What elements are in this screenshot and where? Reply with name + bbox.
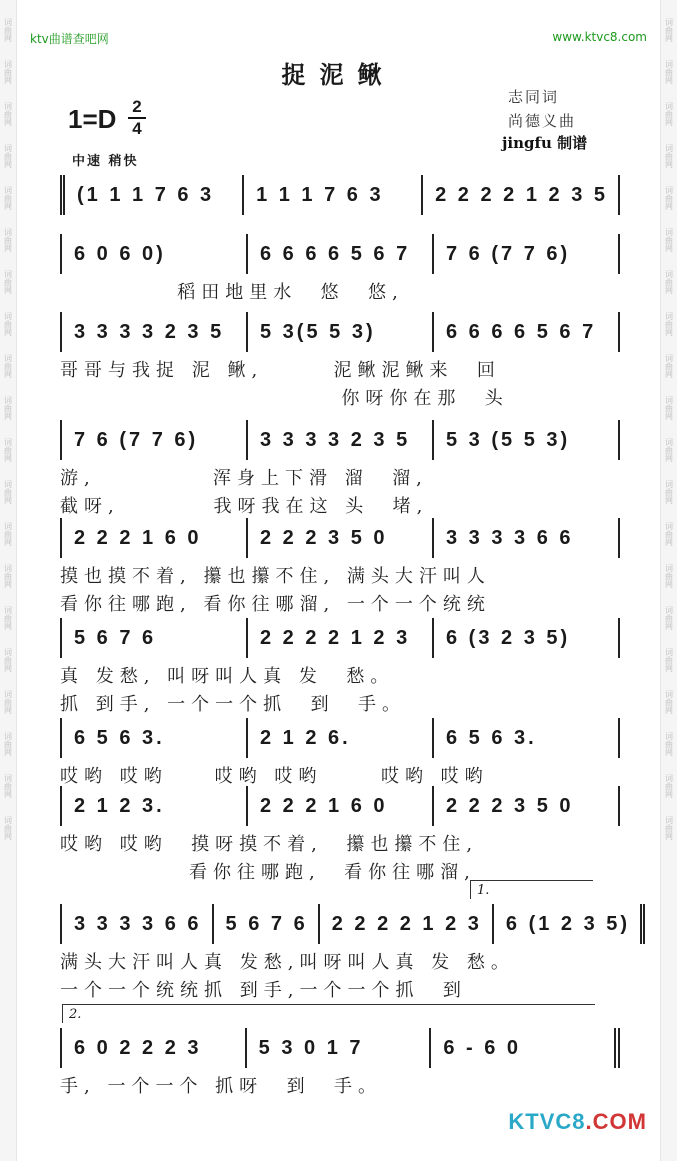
lyric-line-2: 一个一个统统抓 到手,一个一个抓 到 — [60, 980, 467, 1001]
measure — [434, 518, 620, 558]
measure-group — [60, 786, 620, 826]
measure-notes: 1 1 1 7 6 3 — [256, 183, 384, 206]
measure — [214, 904, 320, 944]
measure-notes: 7 6 (7 7 6) — [74, 428, 199, 451]
lyric-line-1: 哎哟 哎哟 哎哟 哎哟 哎哟 哎哟 — [60, 766, 489, 787]
measure-group — [60, 618, 620, 658]
measure-group — [60, 518, 620, 558]
measure-group — [60, 718, 620, 758]
watermark-text: 词曲网 — [664, 816, 674, 840]
watermark-text: 词曲网 — [664, 18, 674, 42]
measure — [60, 1028, 247, 1068]
measure — [248, 312, 434, 352]
score-row — [60, 1028, 620, 1097]
lyric-line-1: 哎哟 哎哟 摸呀摸不着, 攥也攥不住, — [60, 834, 479, 855]
watermark-text: 词曲网 — [3, 312, 13, 336]
arranger-credit: jingfu 制谱 — [502, 134, 588, 152]
measure — [434, 420, 620, 460]
score-row — [60, 518, 620, 615]
measure-notes: 3 3 3 3 2 3 5 — [74, 320, 225, 343]
site-link-right[interactable]: www.ktvc8.com — [552, 30, 647, 44]
measure-group — [60, 234, 620, 274]
time-signature-top: 2 — [132, 97, 142, 116]
measure — [434, 312, 620, 352]
watermark-text: 词曲网 — [3, 690, 13, 714]
watermark-text: 词曲网 — [664, 480, 674, 504]
measure-notes: 2 2 2 2 1 2 3 5 — [435, 183, 609, 206]
measure-group — [60, 312, 620, 352]
measure-notes: 6 0 6 0) — [74, 242, 166, 265]
song-title: 捉泥鳅 — [281, 60, 396, 89]
measure-group — [60, 904, 631, 944]
lyric-line-1: 游, 浑身上下滑 溜 溜, — [60, 468, 428, 489]
score-row — [60, 420, 620, 517]
first-ending-bracket: 1. — [470, 880, 593, 899]
measure-notes: 6 5 6 3. — [74, 726, 165, 749]
measure-notes: 2 2 2 2 1 2 3 — [260, 626, 411, 649]
logo-brand: KTVC8 — [508, 1109, 586, 1134]
watermark-text: 词曲网 — [664, 564, 674, 588]
score-row — [60, 175, 620, 227]
lyric-line-2: 你呀你在那 头 — [60, 388, 509, 409]
score-row — [60, 718, 620, 787]
lyric-line-2: 截呀, 我呀我在这 头 堵, — [60, 496, 429, 517]
watermark-text: 词曲网 — [3, 102, 13, 126]
measure-notes: 6 5 6 3. — [446, 726, 537, 749]
watermark-text: 词曲网 — [3, 60, 13, 84]
measure — [60, 234, 248, 274]
measure — [60, 312, 248, 352]
lyric-line-2: 看你往哪跑, 看你往哪溜, — [60, 862, 476, 883]
score-row — [60, 618, 620, 715]
watermark-text: 词曲网 — [664, 522, 674, 546]
watermark-text: 词曲网 — [664, 732, 674, 756]
measure-notes: 2 1 2 6. — [260, 726, 351, 749]
measure-notes: (1 1 1 7 6 3 — [77, 183, 215, 206]
measure — [248, 786, 434, 826]
watermark-text: 词曲网 — [664, 60, 674, 84]
watermark-text: 词曲网 — [3, 480, 13, 504]
measure — [494, 904, 645, 944]
measure-group — [60, 420, 620, 460]
watermark-text: 词曲网 — [664, 648, 674, 672]
measure — [244, 175, 423, 215]
measure — [247, 1028, 432, 1068]
measure-notes: 5 6 7 6 — [74, 626, 157, 649]
measure-notes: 5 3 0 1 7 — [258, 1036, 364, 1059]
watermark-text: 词曲网 — [664, 438, 674, 462]
site-link-left[interactable]: ktv曲谱查吧网 — [30, 32, 109, 46]
watermark-text: 词曲网 — [664, 312, 674, 336]
measure — [60, 718, 248, 758]
score-row — [60, 312, 620, 409]
measure — [60, 904, 214, 944]
score-row — [60, 786, 620, 883]
watermark-text: 词曲网 — [3, 648, 13, 672]
measure-notes: 6 (1 2 3 5) — [505, 912, 631, 935]
ktvc8-logo[interactable] — [508, 1109, 647, 1135]
watermark-text: 词曲网 — [3, 774, 13, 798]
score-row — [60, 904, 631, 1001]
lyric-line-2: 抓 到手, 一个一个抓 到 手。 — [60, 694, 407, 715]
measure-notes: 5 6 7 6 — [225, 912, 308, 935]
lyric-line-1: 满头大汗叫人真 发愁,叫呀叫人真 发 愁。 — [60, 952, 515, 973]
lyric-line-1: 摸也摸不着, 攥也攥不住, 满头大汗叫人 — [60, 566, 491, 587]
logo-suffix: .COM — [585, 1109, 647, 1134]
watermark-text: 词曲网 — [3, 186, 13, 210]
measure — [431, 1028, 620, 1068]
measure-notes: 3 3 3 3 6 6 — [446, 526, 574, 549]
watermark-text: 词曲网 — [3, 522, 13, 546]
measure-group — [60, 1028, 620, 1068]
lyric-line-1: 真 发愁, 叫呀叫人真 发 愁。 — [60, 666, 395, 687]
time-signature-bottom: 4 — [132, 119, 142, 138]
measure-notes: 5 3 (5 5 3) — [446, 428, 571, 451]
lyricist-credit: 志同词 — [508, 88, 560, 106]
measure-notes: 6 0 2 2 2 3 — [74, 1036, 202, 1059]
measure — [248, 234, 434, 274]
watermark-text: 词曲网 — [3, 228, 13, 252]
measure — [248, 518, 434, 558]
measure — [423, 175, 620, 215]
lyric-line-1: 稻田地里水 悠 悠, — [60, 282, 404, 303]
measure-notes: 2 2 2 3 5 0 — [260, 526, 388, 549]
watermark-text: 词曲网 — [3, 18, 13, 42]
watermark-text: 词曲网 — [3, 354, 13, 378]
measure-notes: 2 2 2 2 1 2 3 — [331, 912, 482, 935]
measure-notes: 3 3 3 3 6 6 — [74, 912, 202, 935]
watermark-text: 词曲网 — [3, 732, 13, 756]
measure-notes: 2 1 2 3. — [74, 794, 165, 817]
measure-notes: 2 2 2 1 6 0 — [260, 794, 388, 817]
watermark-text: 词曲网 — [664, 396, 674, 420]
measure-notes: 6 6 6 6 5 6 7 — [260, 242, 411, 265]
measure — [248, 420, 434, 460]
watermark-text: 词曲网 — [664, 102, 674, 126]
measure-notes: 7 6 (7 7 6) — [446, 242, 571, 265]
measure — [434, 618, 620, 658]
measure — [60, 618, 248, 658]
measure-notes: 2 2 2 1 6 0 — [74, 526, 202, 549]
watermark-text: 词曲网 — [664, 228, 674, 252]
lyric-line-2: 看你往哪跑, 看你往哪溜, 一个一个统统 — [60, 594, 491, 615]
watermark-text: 词曲网 — [664, 270, 674, 294]
watermark-text: 词曲网 — [3, 396, 13, 420]
measure — [60, 786, 248, 826]
measure-notes: 6 (3 2 3 5) — [446, 626, 571, 649]
measure — [434, 234, 620, 274]
watermark-text: 词曲网 — [664, 144, 674, 168]
watermark-text: 词曲网 — [3, 270, 13, 294]
lyric-line-1: 哥哥与我捉 泥 鳅, 泥鳅泥鳅来 回 — [60, 360, 501, 381]
measure — [248, 718, 434, 758]
time-signature — [128, 98, 146, 138]
measure — [320, 904, 494, 944]
composer-credit: 尚德义曲 — [508, 112, 577, 130]
measure-group — [60, 175, 620, 215]
measure-notes: 3 3 3 3 2 3 5 — [260, 428, 411, 451]
watermark-text: 词曲网 — [664, 774, 674, 798]
measure-notes: 6 - 6 0 — [443, 1036, 522, 1059]
measure — [60, 518, 248, 558]
watermark-text: 词曲网 — [3, 564, 13, 588]
watermark-text: 词曲网 — [664, 354, 674, 378]
watermark-text: 词曲网 — [664, 690, 674, 714]
watermark-text: 词曲网 — [664, 186, 674, 210]
lyric-line-1: 手, 一个一个 抓呀 到 手。 — [60, 1076, 383, 1097]
measure — [434, 718, 620, 758]
right-watermark-strip — [660, 0, 677, 1161]
measure-notes: 6 6 6 6 5 6 7 — [446, 320, 597, 343]
measure — [248, 618, 434, 658]
tempo-marking: 中速 稍快 — [72, 154, 139, 169]
watermark-text: 词曲网 — [3, 606, 13, 630]
watermark-text: 词曲网 — [3, 438, 13, 462]
score-row — [60, 234, 620, 303]
measure — [60, 420, 248, 460]
watermark-text: 词曲网 — [3, 816, 13, 840]
measure — [60, 175, 244, 215]
watermark-text: 词曲网 — [664, 606, 674, 630]
key-signature: 1=D — [68, 104, 117, 134]
watermark-text: 词曲网 — [3, 144, 13, 168]
measure-notes: 5 3(5 5 3) — [260, 320, 376, 343]
left-watermark-strip — [0, 0, 17, 1161]
measure — [434, 786, 620, 826]
second-ending-bracket: 2. — [62, 1004, 595, 1023]
measure-notes: 2 2 2 3 5 0 — [446, 794, 574, 817]
